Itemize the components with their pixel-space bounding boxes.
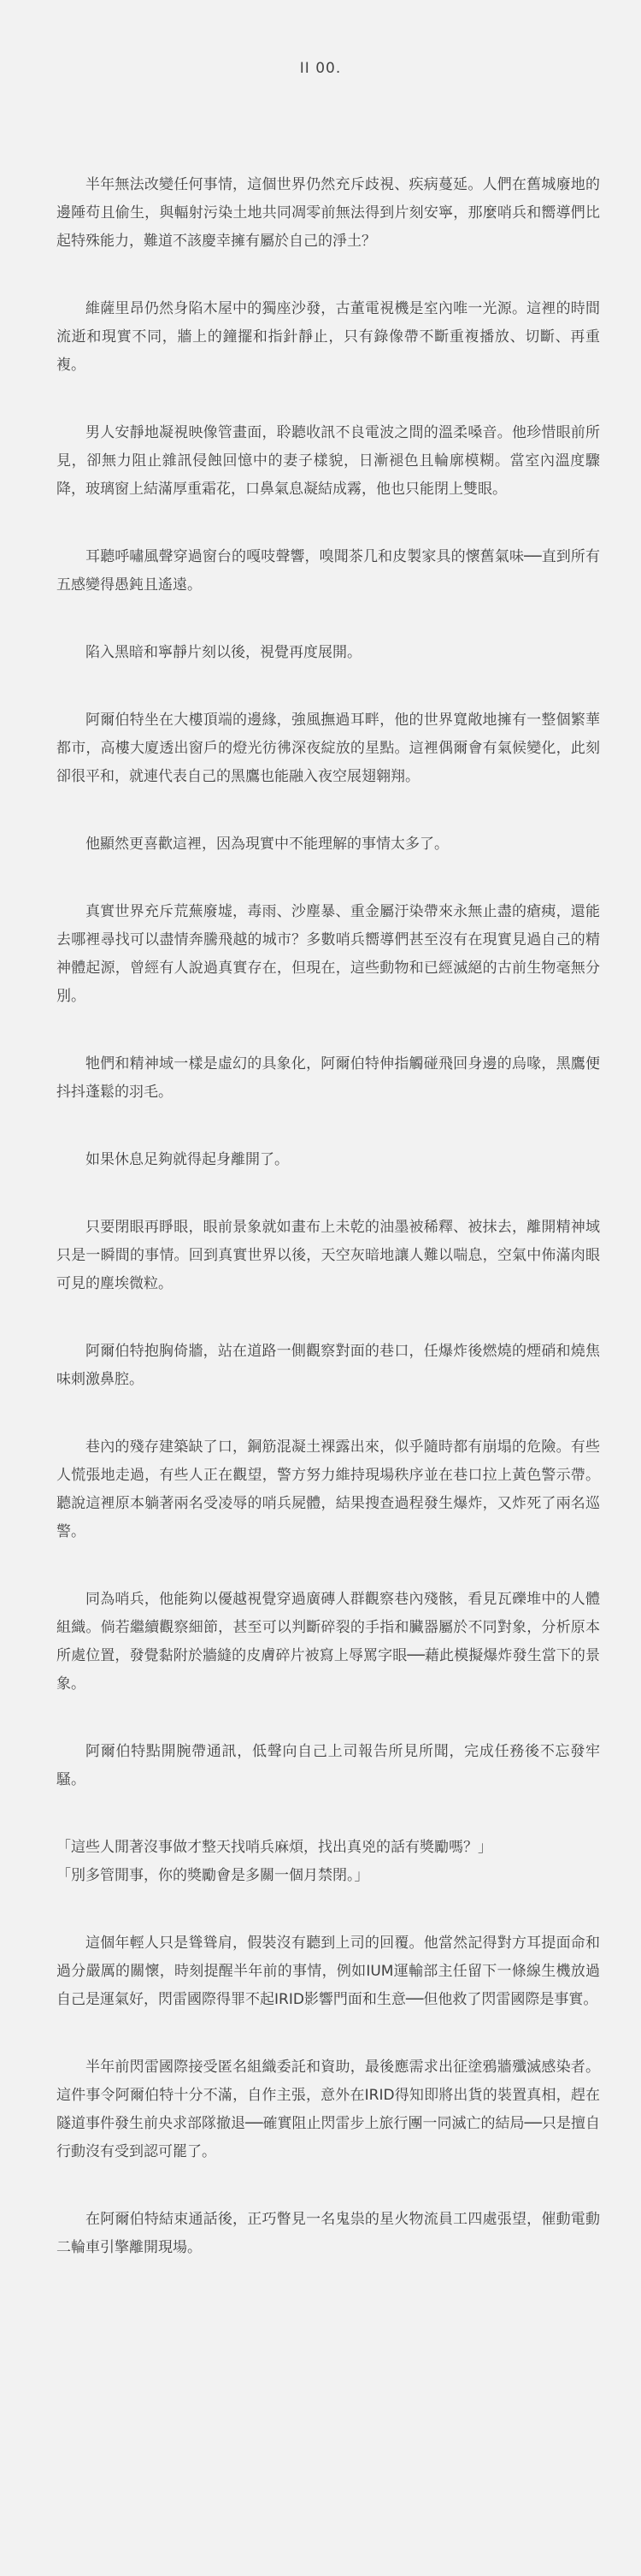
paragraph: 陷入黑暗和寧靜片刻以後，視覺再度展開。 (85, 644, 362, 661)
article-body (56, 171, 600, 2301)
paragraph: 維薩里昂仍然身陷木屋中的獨座沙發，古董電視機是室內唯一光源。這裡的時間流逝和現實不同，牆上的鐘擺和指針靜止，只有錄像帶不斷重複播放、切斷、再重複。 (56, 300, 600, 374)
dialogue-line: 「這些人閒著沒事做才整天找哨兵麻煩，找出真兇的話有獎勵嗎？」 (56, 1839, 492, 1856)
paragraph: 半年前閃雷國際接受匿名組織委託和資助，最後應需求出征塗鴉牆殲滅感染者。這件事令阿爾伯特十分不滿，自作主張，意外在IRID得知即將出貨的裝置真相，趕在隧道事件發生前央求部隊撤退──確實阻止閃雷步上旅行團一同滅亡的結局──只是擅自行動沒有受到認可罷了。 (56, 2059, 600, 2160)
paragraph: 巷內的殘存建築缺了口，鋼筋混凝土裸露出來，似乎隨時都有崩塌的危險。有些人慌張地走過，有些人正在觀望，警方努力維持現場秩序並在巷口拉上黃色警示帶。聽說這裡原本躺著兩名受凌辱的哨兵屍體，結果搜查過程發生爆炸，又炸死了兩名巡警。 (56, 1439, 600, 1540)
paragraph: 男人安靜地凝視映像管畫面，聆聽收訊不良電波之間的溫柔嗓音。他珍惜眼前所見，卻無力阻止雜訊侵蝕回憶中的妻子樣貌，日漸褪色且輪廓模糊。當室內溫度驟降，玻璃窗上結滿厚重霜花，口鼻氣息凝結成霧，他也只能閉上雙眼。 (56, 424, 600, 498)
paragraph: 阿爾伯特點開腕帶通訊，低聲向自己上司報告所見所聞，完成任務後不忘發牢騷。 (56, 1743, 600, 1788)
dialogue-block (56, 1834, 600, 1890)
paragraph: 阿爾伯特坐在大樓頂端的邊緣，強風撫過耳畔，他的世界寬敞地擁有一整個繁華都市，高樓大廈透出窗戶的燈光彷彿深夜綻放的星點。這裡偶爾會有氣候變化，此刻卻很平和，就連代表自己的黑鷹也能融入夜空展翅翱翔。 (56, 712, 600, 785)
paragraph: 牠們和精神域一樣是虛幻的具象化，阿爾伯特伸指觸碰飛回身邊的烏喙，黑鷹便抖抖蓬鬆的羽毛。 (56, 1055, 600, 1101)
paragraph: 如果休息足夠就得起身離開了。 (85, 1151, 289, 1168)
paragraph: 真實世界充斥荒蕪廢墟，毒雨、沙塵暴、重金屬汙染帶來永無止盡的瘡痍，還能去哪裡尋找可以盡情奔騰飛越的城市？多數哨兵嚮導們甚至沒有在現實見過自己的精神體起源，曾經有人說過真實存在，但現在，這些動物和已經滅絕的古前生物毫無分別。 (56, 903, 600, 1005)
paragraph: 這個年輕人只是聳聳肩，假裝沒有聽到上司的回覆。他當然記得對方耳提面命和過分嚴厲的關懷，時刻提醒半年前的事情，例如IUM運輸部主任留下一條線生機放過自己是運氣好，閃雷國際得罪不起IRID影響門面和生意──但他救了閃雷國際是事實。 (56, 1935, 600, 2008)
chapter-title: II 00. (299, 60, 342, 77)
paragraph: 在阿爾伯特結束通話後，正巧瞥見一名鬼祟的星火物流員工四處張望，催動電動二輪車引擎離開現場。 (56, 2211, 600, 2256)
dialogue-line: 「別多管閒事，你的獎勵會是多關一個月禁閉。」 (56, 1867, 369, 1884)
paragraph: 耳聽呼嘯風聲穿過窗台的嘎吱聲響，嗅聞茶几和皮製家具的懷舊氣味──直到所有五感變得愚鈍且遙遠。 (56, 548, 600, 594)
paragraph: 只要閉眼再睜眼，眼前景象就如畫布上未乾的油墨被稀釋、被抹去，離開精神域只是一瞬間的事情。回到真實世界以後，天空灰暗地讓人難以喘息，空氣中佈滿肉眼可見的塵埃微粒。 (56, 1219, 600, 1292)
paragraph: 他顯然更喜歡這裡，因為現實中不能理解的事情太多了。 (85, 836, 449, 853)
paragraph: 半年無法改變任何事情，這個世界仍然充斥歧視、疾病蔓延。人們在舊城廢地的邊陲苟且偷生，與輻射污染土地共同凋零前無法得到片刻安寧，那麼哨兵和嚮導們比起特殊能力，難道不該慶幸擁有屬於自己的淨土？ (56, 176, 600, 250)
paragraph: 阿爾伯特抱胸倚牆，站在道路一側觀察對面的巷口，任爆炸後燃燒的煙硝和燒焦味刺激鼻腔。 (56, 1343, 600, 1388)
paragraph: 同為哨兵，他能夠以優越視覺穿過廣磚人群觀察巷內殘骸，看見瓦礫堆中的人體組織。倘若繼續觀察細節，甚至可以判斷碎裂的手指和臟器屬於不同對象，分析原本所處位置，發覺黏附於牆縫的皮膚碎片被寫上辱罵字眼──藉此模擬爆炸發生當下的景象。 (56, 1591, 600, 1693)
